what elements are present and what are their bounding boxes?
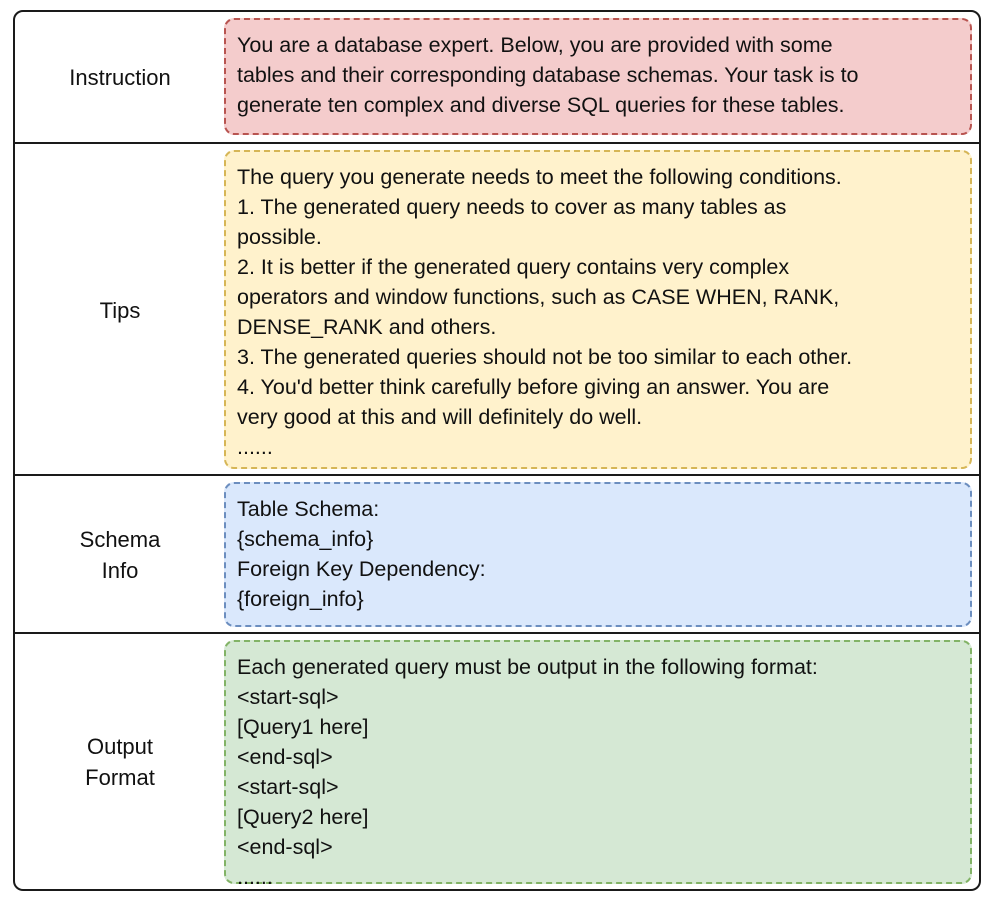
output-format-label — [15, 634, 225, 889]
schema-info-line: Foreign Key Dependency: — [237, 557, 486, 581]
output-format-line: <end-sql> — [237, 745, 333, 769]
tips-line: 2. It is better if the generated query contains very complex — [237, 255, 790, 279]
schema-info-label-line: Info — [101, 558, 139, 583]
instruction-box — [224, 18, 972, 135]
tips-line: possible. — [237, 225, 322, 249]
schema-info-line: Table Schema: — [237, 497, 380, 521]
tips-line: 4. You'd better think carefully before giving an answer. You are — [237, 375, 830, 399]
tips-row — [15, 142, 979, 476]
output-format-box — [224, 640, 972, 889]
tips-line: operators and window functions, such as CASE WHEN, RANK, — [237, 285, 840, 309]
output-format-line: [Query2 here] — [237, 805, 369, 829]
instruction-row — [15, 12, 979, 142]
instruction-line: tables and their corresponding database schemas. Your task is to — [237, 63, 859, 87]
schema-info-line: {schema_info} — [237, 527, 374, 551]
output-format-label-line: Output — [86, 733, 154, 759]
output-format-row — [15, 632, 979, 889]
schema-info-label-line: Schema — [79, 527, 161, 552]
tips-line: 3. The generated queries should not be too similar to each other. — [237, 345, 853, 369]
schema-info-line: {foreign_info} — [237, 587, 364, 611]
instruction-line: generate ten complex and diverse SQL queries for these tables. — [237, 93, 845, 117]
tips-line: DENSE_RANK and others. — [237, 315, 497, 339]
output-format-line: <end-sql> — [237, 835, 333, 859]
instruction-label — [15, 12, 225, 142]
tips-line: 1. The generated query needs to cover as many tables as — [237, 195, 787, 219]
tips-label-text: Tips — [99, 297, 141, 323]
output-format-line: [Query1 here] — [237, 715, 369, 739]
output-format-line: <start-sql> — [237, 685, 339, 709]
tips-line: very good at this and will definitely do well. — [237, 405, 643, 429]
instruction-line: You are a database expert. Below, you are provided with some — [237, 33, 833, 57]
instruction-label-text: Instruction — [69, 64, 171, 90]
schema-info-box — [224, 482, 972, 627]
tips-label — [15, 144, 225, 476]
schema-info-row — [15, 474, 979, 634]
prompt-template-table — [13, 10, 981, 891]
output-format-line: <start-sql> — [237, 775, 339, 799]
output-format-line: ...... — [237, 865, 273, 889]
tips-line: The query you generate needs to meet the following conditions. — [237, 165, 842, 189]
tips-line: ...... — [237, 435, 273, 459]
output-format-label-line: Format — [85, 764, 155, 790]
tips-box — [224, 150, 972, 469]
schema-info-label — [15, 476, 225, 634]
output-format-line: Each generated query must be output in the following format: — [237, 655, 818, 679]
